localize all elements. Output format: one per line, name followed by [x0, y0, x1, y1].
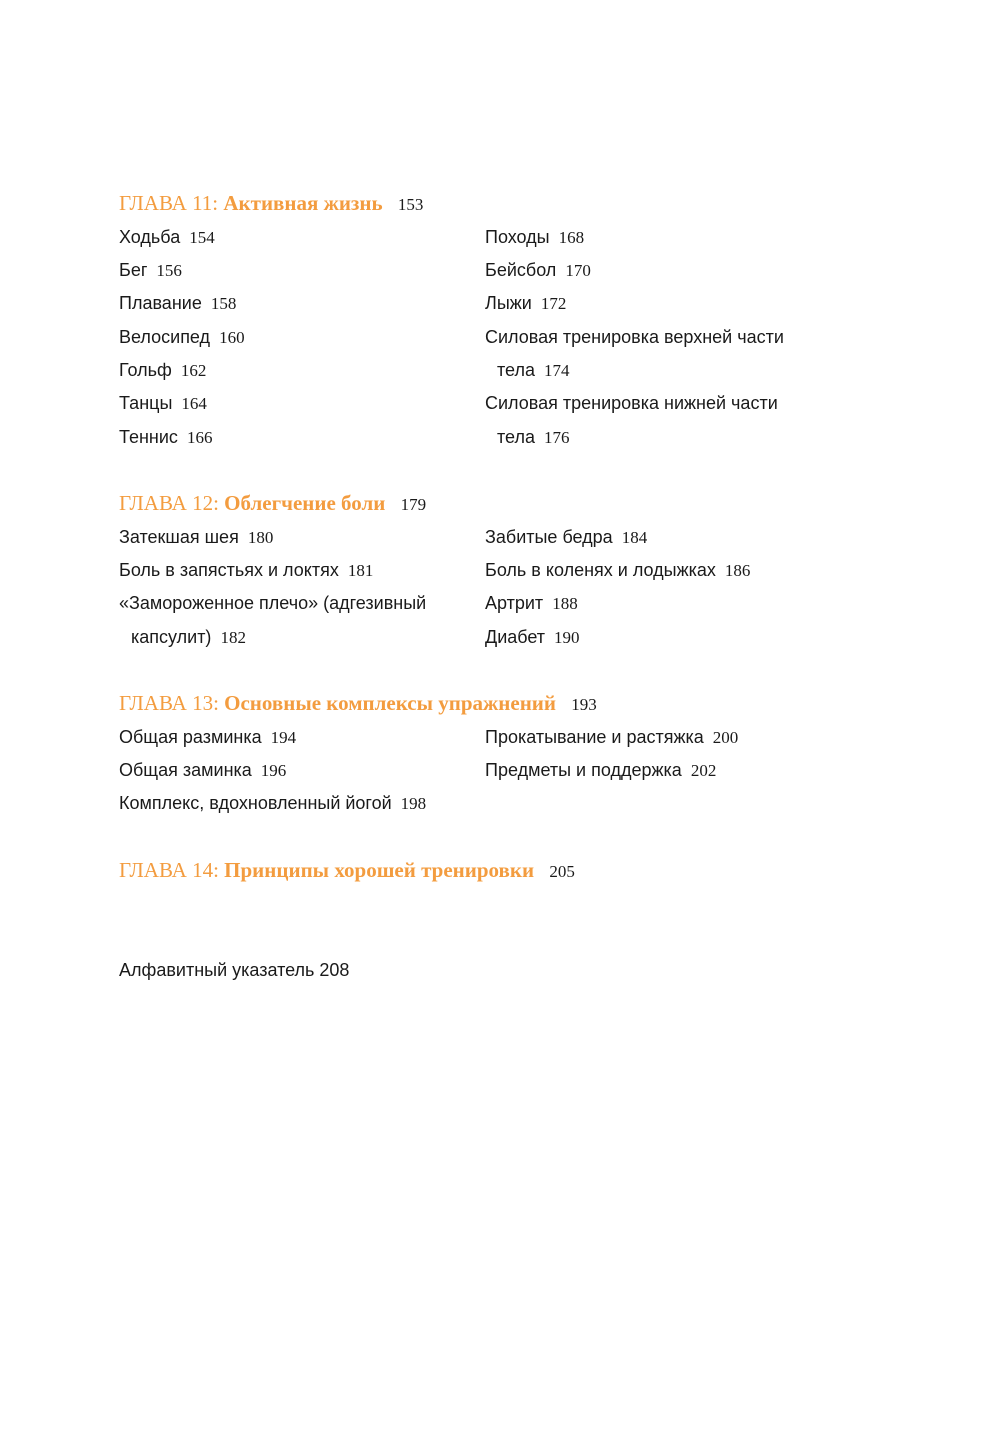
toc-entry-continuation[interactable]: тела 176 [497, 427, 570, 447]
chapter-13-heading[interactable] [119, 691, 597, 717]
toc-entry[interactable]: Затекшая шея 180 [119, 527, 274, 547]
chapter-page-number: 153 [397, 195, 424, 214]
chapter-prefix: ГЛАВА 11: [119, 191, 219, 215]
page-number: 168 [558, 228, 585, 247]
toc-entry[interactable]: Велосипед 160 [119, 327, 245, 347]
chapter-page-number: 193 [571, 695, 597, 714]
page-number: 182 [220, 628, 246, 647]
chapter-page-number: 205 [549, 862, 575, 881]
toc-entry[interactable]: Бейсбол 170 [485, 260, 591, 280]
page-number: 176 [543, 428, 570, 447]
page-number: 184 [621, 528, 648, 547]
page-number: 174 [543, 361, 570, 380]
chapter-prefix: ГЛАВА 14: [119, 858, 219, 882]
page-number: 198 [400, 794, 427, 813]
toc-entry[interactable]: Походы 168 [485, 227, 585, 247]
toc-entry[interactable]: Бег 156 [119, 260, 182, 280]
toc-entry[interactable]: Боль в коленях и лодыжках 186 [485, 560, 751, 580]
toc-entry[interactable]: «Замороженное плечо» (адгезивный [119, 593, 427, 613]
toc-entry[interactable]: Лыжи 172 [485, 293, 567, 313]
page-number: 166 [186, 428, 213, 447]
page-number: 180 [247, 528, 274, 547]
page-number: 160 [219, 328, 245, 347]
toc-entry[interactable]: Силовая тренировка нижней части [485, 393, 778, 413]
page-number: 190 [554, 628, 580, 647]
page-number: 194 [270, 728, 297, 747]
index-entry[interactable]: Алфавитный указатель 208 [119, 960, 350, 980]
toc-entry[interactable]: Общая заминка 196 [119, 760, 287, 780]
page-number: 170 [565, 261, 591, 280]
page-number: 200 [712, 728, 739, 747]
chapter-page-number: 179 [400, 495, 427, 514]
page-number: 164 [181, 394, 207, 413]
toc-entry-continuation[interactable]: тела 174 [497, 360, 570, 380]
page-number: 188 [552, 594, 578, 613]
chapter-prefix: ГЛАВА 13: [119, 691, 219, 715]
toc-entry[interactable]: Общая разминка 194 [119, 727, 297, 747]
page-number: 162 [180, 361, 207, 380]
chapter-14-heading[interactable] [119, 858, 575, 884]
toc-entry[interactable]: Плавание 158 [119, 293, 237, 313]
chapter-name: Основные комплексы упражнений [224, 691, 556, 715]
toc-entry[interactable]: Гольф 162 [119, 360, 207, 380]
page-number: 181 [347, 561, 374, 580]
chapter-name: Принципы хорошей тренировки [224, 858, 535, 882]
page-number: 154 [189, 228, 215, 247]
toc-entry[interactable]: Диабет 190 [485, 627, 580, 647]
toc-entry[interactable]: Танцы 164 [119, 393, 207, 413]
page-number: 186 [724, 561, 751, 580]
page-number: 196 [260, 761, 287, 780]
page-number: 158 [210, 294, 237, 313]
toc-entry[interactable]: Артрит 188 [485, 593, 578, 613]
toc-entry-continuation[interactable]: капсулит) 182 [131, 627, 246, 647]
chapter-12-heading[interactable] [119, 491, 426, 517]
toc-entry[interactable]: Забитые бедра 184 [485, 527, 648, 547]
toc-entry[interactable]: Боль в запястьях и локтях 181 [119, 560, 374, 580]
toc-entry[interactable]: Ходьба 154 [119, 227, 215, 247]
chapter-11-heading[interactable] [119, 191, 423, 217]
toc-entry[interactable]: Прокатывание и растяжка 200 [485, 727, 739, 747]
chapter-prefix: ГЛАВА 12: [119, 491, 219, 515]
chapter-name: Активная жизнь [223, 191, 383, 215]
page-number: 156 [156, 261, 182, 280]
toc-entry[interactable]: Силовая тренировка верхней части [485, 327, 784, 347]
toc-entry[interactable]: Комплекс, вдохновленный йогой 198 [119, 793, 427, 813]
toc-entry[interactable]: Теннис 166 [119, 427, 213, 447]
chapter-name: Облегчение боли [224, 491, 386, 515]
page-number: 172 [540, 294, 567, 313]
toc-entry[interactable]: Предметы и поддержка 202 [485, 760, 717, 780]
page-number: 202 [690, 761, 717, 780]
